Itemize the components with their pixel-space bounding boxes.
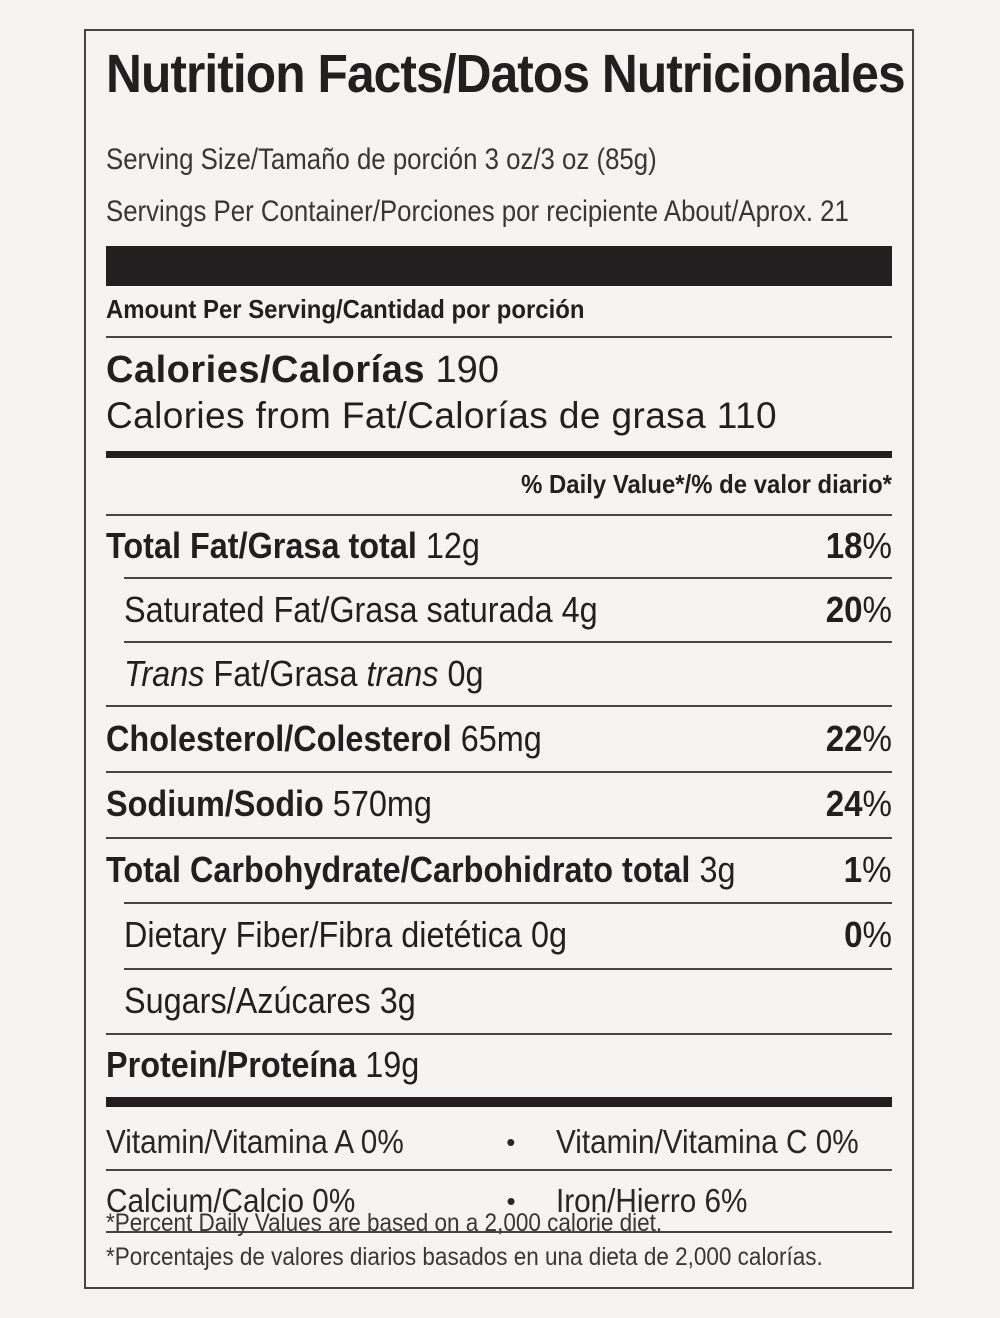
medium-divider xyxy=(106,451,892,458)
nutrient-label: Sugars/Azúcares xyxy=(124,980,371,1021)
nutrition-facts-panel xyxy=(84,29,914,1289)
nutrient-pct: 18 xyxy=(825,525,863,566)
divider xyxy=(106,771,892,773)
divider xyxy=(124,577,892,579)
footnote-english: *Percent Daily Values are based on a 2,000 calorie diet. xyxy=(106,1209,663,1237)
amount-per-serving: Amount Per Serving/Cantidad por porción xyxy=(106,294,585,324)
bullet-separator: • xyxy=(506,1126,516,1157)
serving-size: Serving Size/Tamaño de porción 3 oz/3 oz (85g) xyxy=(106,143,657,176)
nutrient-amount: 4g xyxy=(561,589,598,630)
nutrient-row-sugars xyxy=(106,971,892,1031)
nutrient-row-saturated-fat xyxy=(106,580,892,640)
nutrient-row-trans-fat xyxy=(106,644,892,704)
divider xyxy=(124,641,892,643)
nutrient-label: Total Carbohydrate/Carbohidrato total xyxy=(106,849,691,890)
divider xyxy=(124,968,892,970)
divider xyxy=(106,705,892,707)
nutrient-row-total-fat xyxy=(106,516,892,576)
pct-sign: % xyxy=(862,914,892,955)
vitamin-a: Vitamin/Vitamina A 0% xyxy=(106,1123,404,1160)
nutrient-pct: 20 xyxy=(825,589,863,630)
nutrient-label: Saturated Fat/Grasa saturada xyxy=(124,589,553,630)
trans-italic: Trans xyxy=(124,653,205,694)
pct-sign: % xyxy=(862,718,892,759)
nutrient-row-sodium xyxy=(106,774,892,834)
servings-per-container: Servings Per Container/Porciones por recipiente About/Aprox. 21 xyxy=(106,195,849,228)
nutrient-row-dietary-fiber xyxy=(106,905,892,965)
divider xyxy=(106,336,892,338)
nutrient-label: Protein/Proteína xyxy=(106,1044,357,1085)
thick-divider xyxy=(106,1097,892,1107)
pct-sign: % xyxy=(862,525,892,566)
nutrient-label: Cholesterol/Colesterol xyxy=(106,718,452,759)
daily-value-header: % Daily Value*/% de valor diario* xyxy=(521,469,892,499)
divider xyxy=(124,902,892,904)
divider xyxy=(106,1169,892,1171)
nutrient-amount: 3g xyxy=(379,980,416,1021)
pct-sign: % xyxy=(862,783,892,824)
vitamin-row-1 xyxy=(106,1113,892,1171)
trans-mid: Fat/Grasa xyxy=(204,653,367,694)
calories-row xyxy=(106,349,892,392)
iron: Iron/Hierro 6% xyxy=(556,1182,748,1219)
nutrient-row-cholesterol xyxy=(106,709,892,769)
nutrient-amount: 12g xyxy=(425,525,480,566)
nutrient-amount: 3g xyxy=(699,849,736,890)
panel-title: Nutrition Facts/Datos Nutricionales xyxy=(106,44,905,104)
vitamin-c: Vitamin/Vitamina C 0% xyxy=(555,1123,859,1160)
nutrient-amount: 0g xyxy=(530,914,568,955)
calcium: Calcium/Calcio 0% xyxy=(106,1182,356,1219)
pct-sign: % xyxy=(862,589,892,630)
nutrient-label: Total Fat/Grasa total xyxy=(106,525,417,566)
nutrient-label: Dietary Fiber/Fibra dietética xyxy=(124,914,522,955)
nutrient-pct: 1 xyxy=(844,849,863,890)
footnote-spanish: *Porcentajes de valores diarios basados en una dieta de 2,000 calorías. xyxy=(106,1243,823,1271)
nutrient-amount: 19g xyxy=(365,1044,420,1085)
nutrient-row-protein xyxy=(106,1035,892,1095)
nutrient-pct: 24 xyxy=(825,783,863,824)
nutrient-amount: 570mg xyxy=(332,783,432,824)
calories-value: 190 xyxy=(435,349,499,391)
pct-sign: % xyxy=(862,849,892,890)
nutrient-label: Sodium/Sodio xyxy=(106,783,324,824)
nutrient-amount: 0g xyxy=(447,653,484,694)
calories-label: Calories/Calorías xyxy=(106,349,425,391)
trans-italic-es: trans xyxy=(366,653,439,694)
nutrient-amount: 65mg xyxy=(460,718,542,759)
calories-from-fat: Calories from Fat/Calorías de grasa 110 xyxy=(106,395,777,436)
nutrient-pct: 0 xyxy=(844,914,863,955)
nutrient-row-total-carbohydrate xyxy=(106,840,892,900)
thick-divider xyxy=(106,246,892,286)
divider xyxy=(106,837,892,839)
nutrient-pct: 22 xyxy=(825,718,863,759)
bullet-separator: • xyxy=(506,1185,516,1216)
